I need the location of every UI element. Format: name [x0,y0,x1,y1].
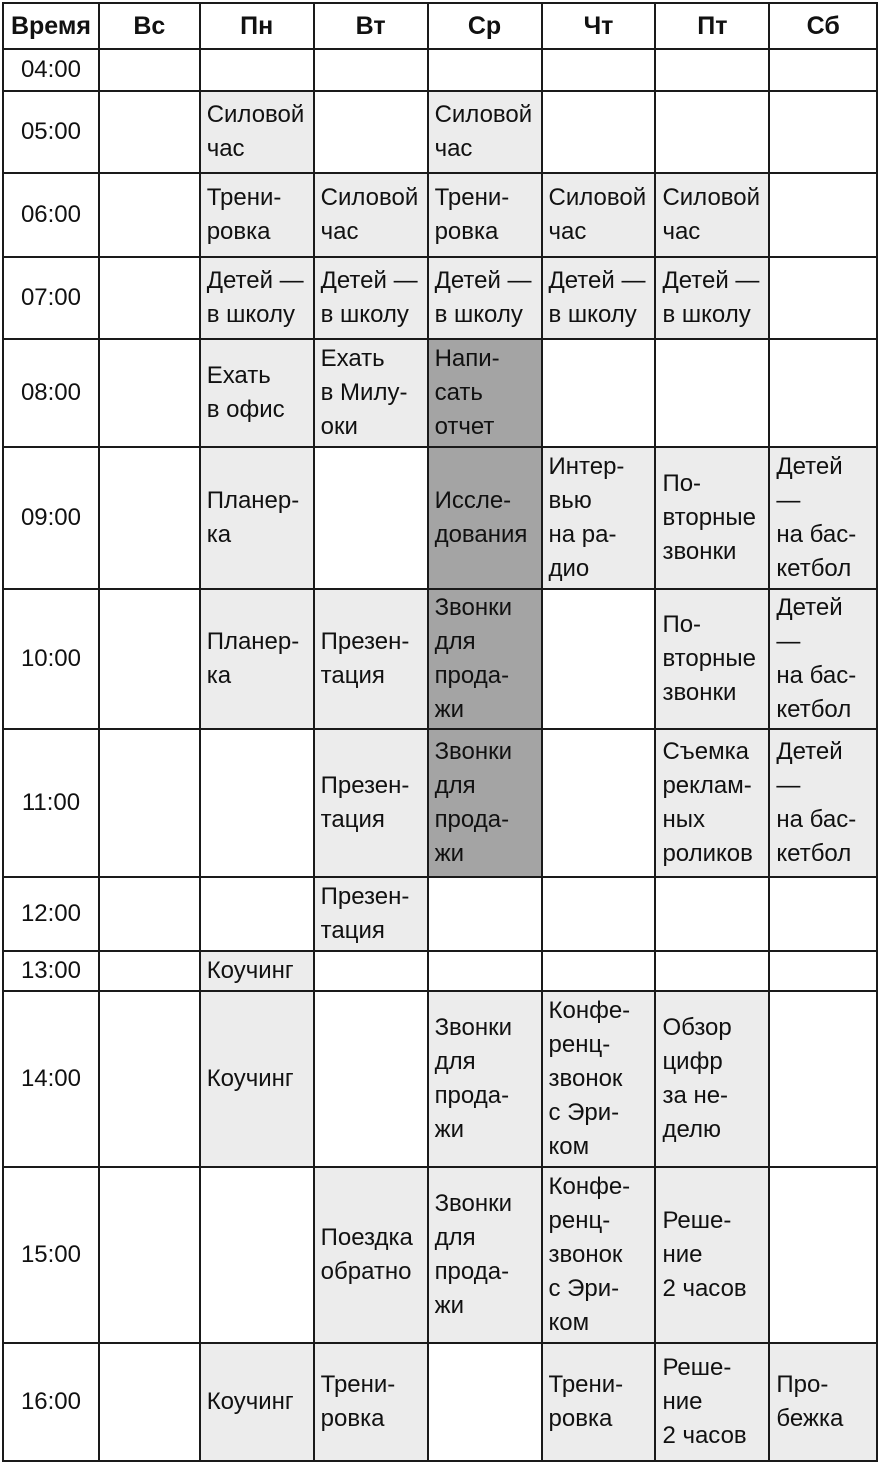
table-row [3,729,877,877]
schedule-cell-tuesday: Ехать в Милу- оки [314,339,428,447]
schedule-cell-saturday [769,877,877,951]
table-row [3,49,877,91]
schedule-cell-sunday [99,589,200,729]
schedule-cell-sunday [99,173,200,257]
table-row [3,257,877,339]
schedule-cell-thursday [542,49,656,91]
schedule-cell-tuesday: Презен- тация [314,729,428,877]
schedule-cell-sunday [99,447,200,589]
schedule-cell-tuesday: Презен- тация [314,589,428,729]
schedule-cell-tuesday: Силовой час [314,173,428,257]
schedule-cell-saturday: Про- бежка [769,1343,877,1461]
schedule-cell-tuesday [314,91,428,173]
schedule-cell-tuesday: Поездка обратно [314,1167,428,1343]
schedule-cell-saturday [769,173,877,257]
header-wednesday: Ср [428,3,542,49]
schedule-cell-wednesday: Напи- сать отчет [428,339,542,447]
schedule-cell-friday [655,877,769,951]
schedule-cell-monday: Планер- ка [200,447,314,589]
weekly-schedule-table [2,2,878,1462]
schedule-cell-wednesday [428,877,542,951]
time-cell: 09:00 [3,447,99,589]
time-cell: 06:00 [3,173,99,257]
schedule-cell-wednesday: Звонки для прода- жи [428,729,542,877]
schedule-cell-sunday [99,339,200,447]
time-cell: 04:00 [3,49,99,91]
schedule-cell-friday [655,339,769,447]
schedule-cell-tuesday: Детей — в школу [314,257,428,339]
schedule-cell-saturday [769,257,877,339]
schedule-cell-thursday: Силовой час [542,173,656,257]
table-row [3,173,877,257]
time-cell: 10:00 [3,589,99,729]
time-cell: 16:00 [3,1343,99,1461]
schedule-cell-tuesday [314,991,428,1167]
schedule-cell-sunday [99,1167,200,1343]
schedule-cell-friday [655,49,769,91]
schedule-cell-monday: Детей — в школу [200,257,314,339]
schedule-cell-sunday [99,877,200,951]
schedule-cell-wednesday: Звонки для прода- жи [428,589,542,729]
header-monday: Пн [200,3,314,49]
schedule-cell-monday [200,729,314,877]
schedule-cell-friday [655,951,769,991]
schedule-cell-monday: Коучинг [200,951,314,991]
schedule-cell-sunday [99,991,200,1167]
schedule-cell-wednesday: Иссле- дования [428,447,542,589]
schedule-cell-monday: Коучинг [200,991,314,1167]
schedule-cell-thursday [542,877,656,951]
schedule-cell-tuesday: Презен- тация [314,877,428,951]
header-sunday: Вс [99,3,200,49]
schedule-cell-saturday [769,49,877,91]
schedule-cell-thursday [542,951,656,991]
table-row [3,589,877,729]
schedule-cell-saturday: Детей — на бас- кетбол [769,447,877,589]
schedule-cell-thursday [542,91,656,173]
table-row [3,1167,877,1343]
schedule-cell-tuesday [314,447,428,589]
schedule-cell-thursday: Детей — в школу [542,257,656,339]
schedule-cell-sunday [99,1343,200,1461]
schedule-cell-thursday [542,589,656,729]
schedule-cell-saturday [769,991,877,1167]
table-row [3,991,877,1167]
schedule-cell-saturday: Детей — на бас- кетбол [769,589,877,729]
schedule-cell-wednesday [428,1343,542,1461]
table-row [3,951,877,991]
schedule-cell-wednesday: Детей — в школу [428,257,542,339]
schedule-cell-sunday [99,49,200,91]
schedule-cell-wednesday [428,49,542,91]
time-cell: 07:00 [3,257,99,339]
schedule-cell-monday: Планер- ка [200,589,314,729]
header-friday: Пт [655,3,769,49]
time-cell: 11:00 [3,729,99,877]
schedule-cell-monday [200,877,314,951]
schedule-cell-friday: Обзор цифр за не- делю [655,991,769,1167]
schedule-cell-sunday [99,729,200,877]
table-row [3,91,877,173]
schedule-cell-friday: Силовой час [655,173,769,257]
header-tuesday: Вт [314,3,428,49]
schedule-cell-monday [200,1167,314,1343]
time-cell: 14:00 [3,991,99,1167]
schedule-cell-sunday [99,951,200,991]
schedule-cell-monday: Трени- ровка [200,173,314,257]
time-cell: 15:00 [3,1167,99,1343]
header-thursday: Чт [542,3,656,49]
schedule-cell-wednesday: Силовой час [428,91,542,173]
schedule-cell-friday: По- вторные звонки [655,447,769,589]
schedule-cell-wednesday: Трени- ровка [428,173,542,257]
schedule-cell-thursday: Конфе- ренц- звонок с Эри- ком [542,1167,656,1343]
schedule-cell-monday: Коучинг [200,1343,314,1461]
schedule-cell-tuesday [314,49,428,91]
schedule-cell-saturday [769,951,877,991]
schedule-cell-saturday [769,339,877,447]
schedule-cell-sunday [99,91,200,173]
schedule-cell-saturday: Детей — на бас- кетбол [769,729,877,877]
schedule-cell-saturday [769,1167,877,1343]
schedule-cell-monday: Силовой час [200,91,314,173]
time-cell: 08:00 [3,339,99,447]
schedule-cell-friday: Детей — в школу [655,257,769,339]
header-row [3,3,877,49]
table-row [3,447,877,589]
schedule-cell-friday: Реше- ние 2 часов [655,1167,769,1343]
table-row [3,877,877,951]
table-row [3,1343,877,1461]
schedule-cell-thursday [542,729,656,877]
schedule-cell-wednesday: Звонки для прода- жи [428,991,542,1167]
schedule-cell-thursday [542,339,656,447]
header-saturday: Сб [769,3,877,49]
schedule-cell-monday [200,49,314,91]
schedule-cell-thursday: Интер- вью на ра- дио [542,447,656,589]
schedule-cell-saturday [769,91,877,173]
schedule-cell-thursday: Конфе- ренц- звонок с Эри- ком [542,991,656,1167]
schedule-cell-friday: Съемка реклам- ных роликов [655,729,769,877]
time-cell: 12:00 [3,877,99,951]
schedule-cell-wednesday [428,951,542,991]
header-time: Время [3,3,99,49]
schedule-cell-thursday: Трени- ровка [542,1343,656,1461]
schedule-cell-wednesday: Звонки для прода- жи [428,1167,542,1343]
schedule-cell-friday [655,91,769,173]
schedule-cell-sunday [99,257,200,339]
schedule-cell-tuesday [314,951,428,991]
schedule-cell-friday: По- вторные звонки [655,589,769,729]
schedule-cell-tuesday: Трени- ровка [314,1343,428,1461]
schedule-cell-monday: Ехать в офис [200,339,314,447]
table-row [3,339,877,447]
time-cell: 05:00 [3,91,99,173]
schedule-body [3,49,877,1461]
schedule-cell-friday: Реше- ние 2 часов [655,1343,769,1461]
time-cell: 13:00 [3,951,99,991]
